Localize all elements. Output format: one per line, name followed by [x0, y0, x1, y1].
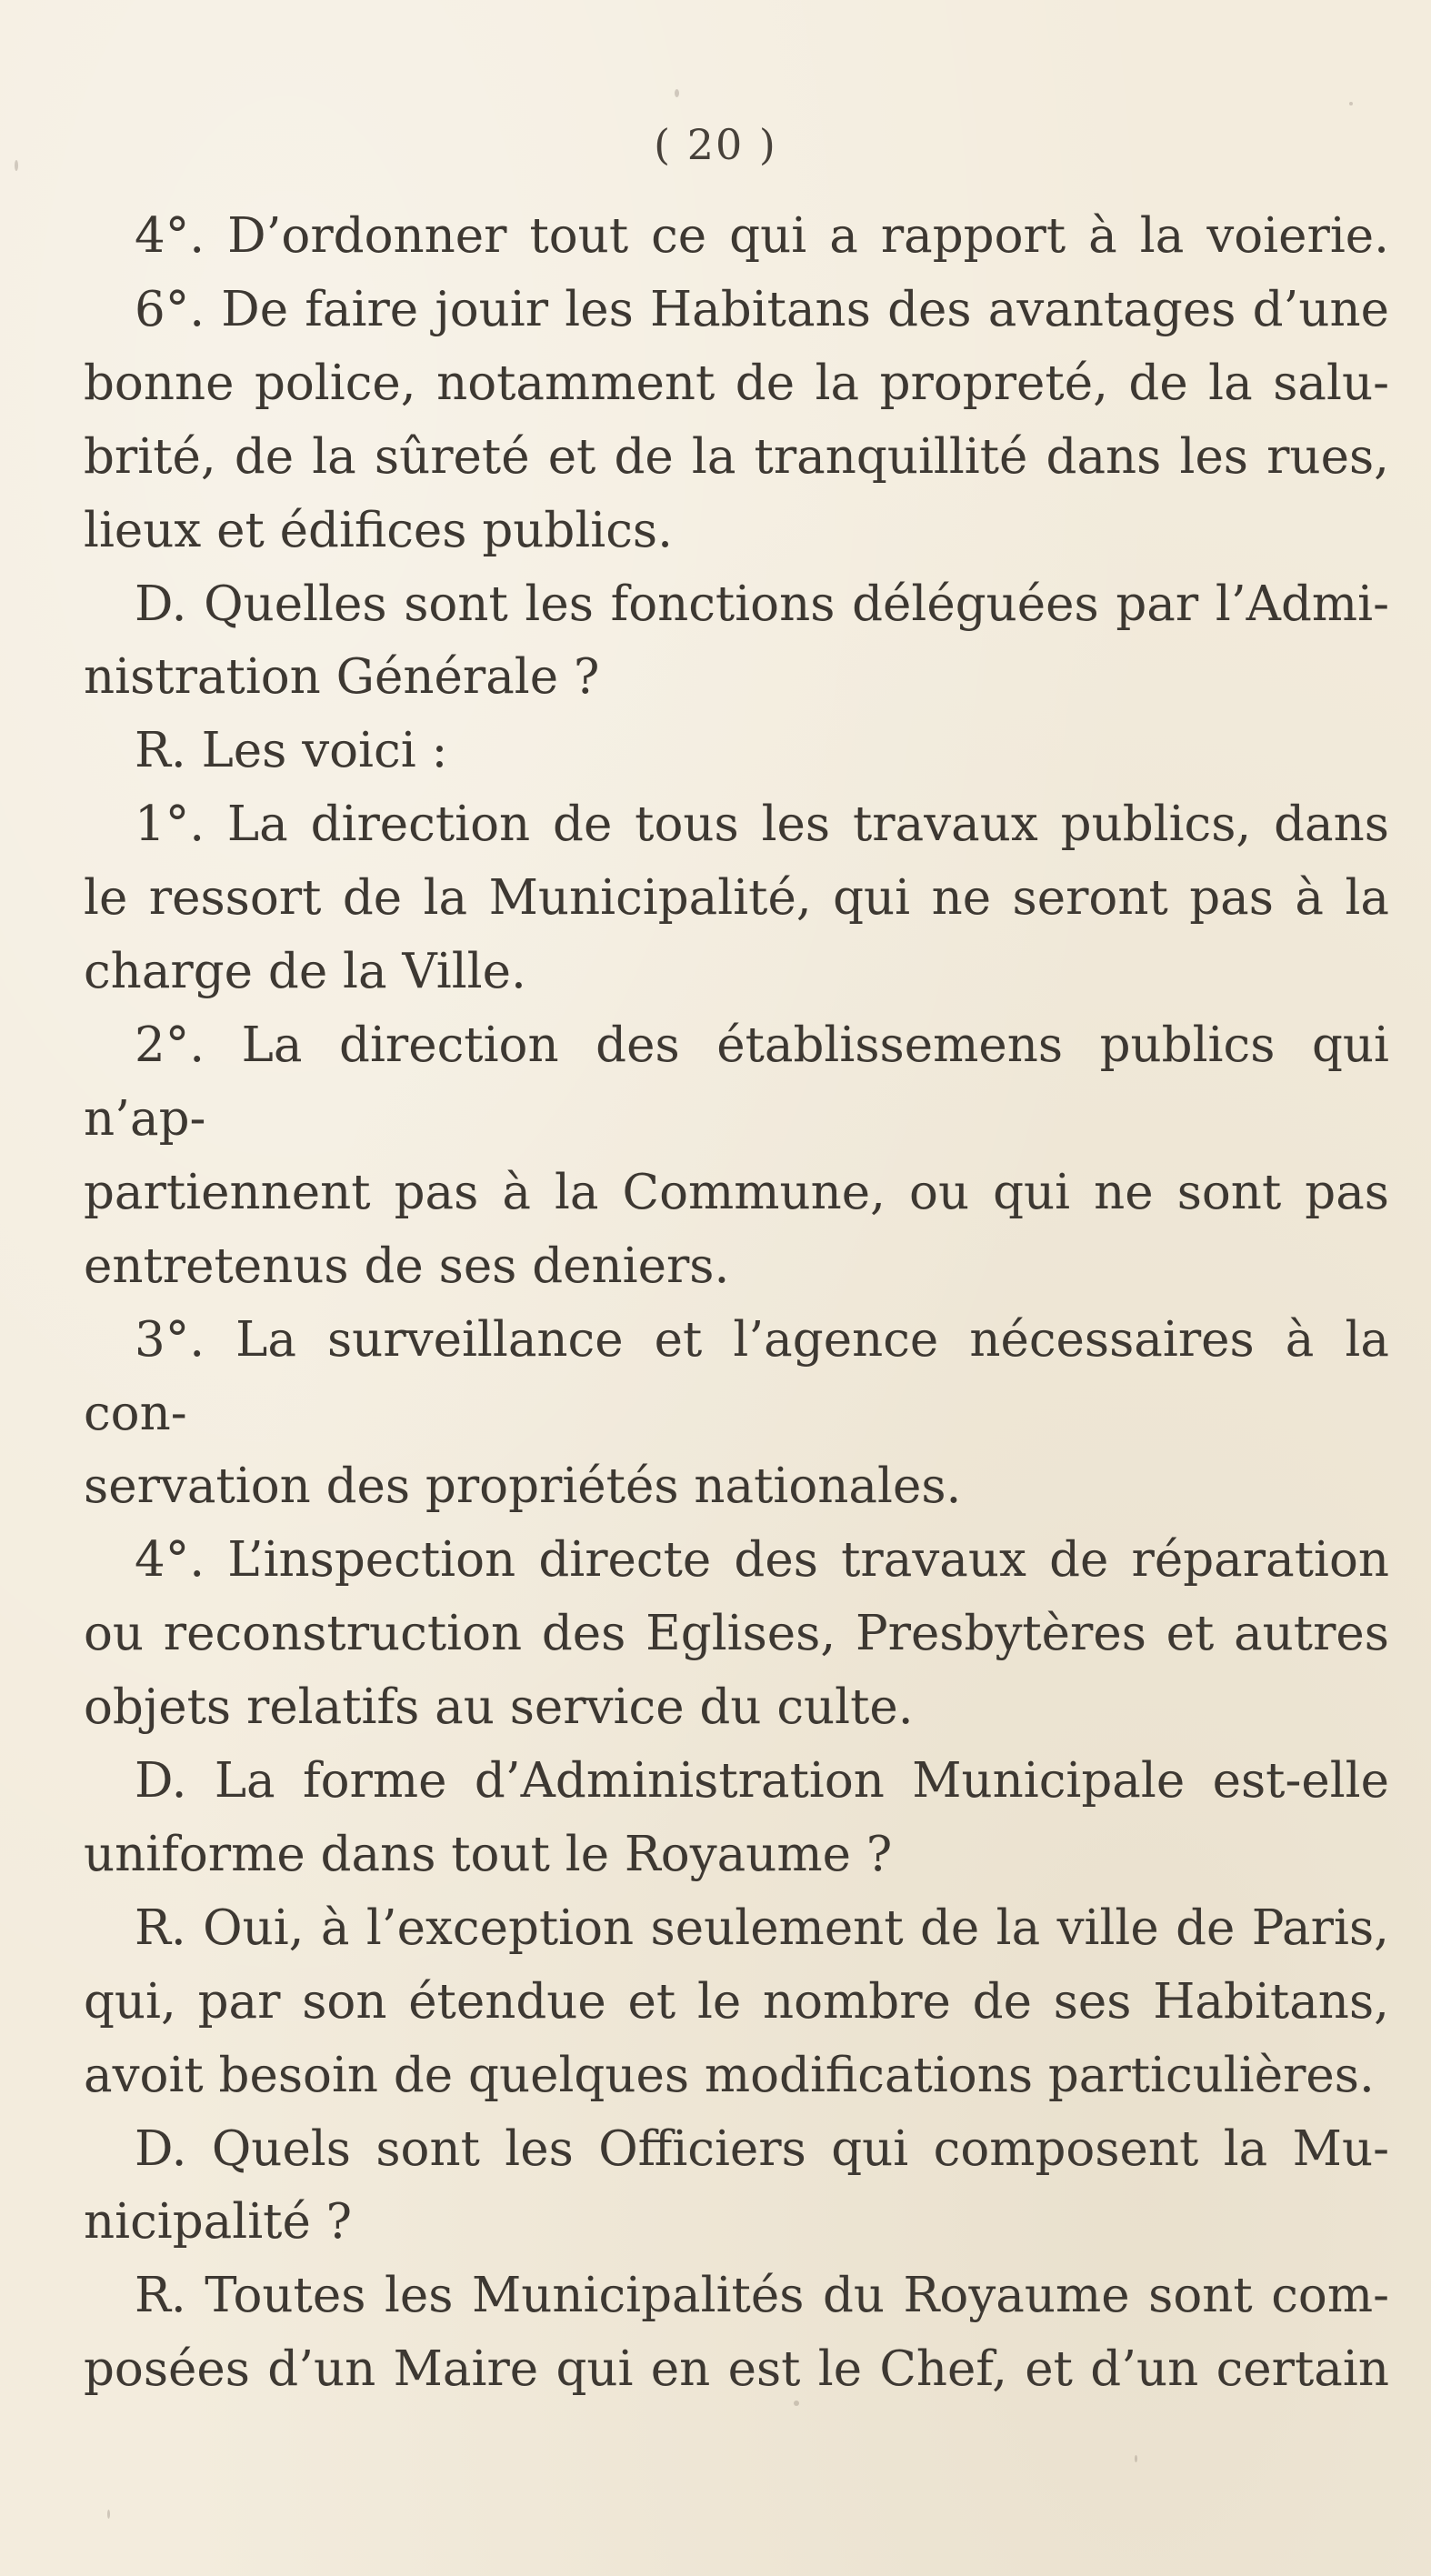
text-line: entretenus de ses deniers.	[84, 1238, 730, 1294]
text-line: 6°. De faire jouir les Habitans des avantages d’une	[135, 281, 1389, 337]
text-line: D. La forme d’Administration Municipale est-elle	[135, 1753, 1389, 1809]
page-body-text	[84, 200, 1389, 2407]
text-line: D. Quels sont les Officiers qui composent la Mu-	[135, 2120, 1389, 2177]
answer-maire-cont	[84, 2333, 1389, 2407]
text-line: nicipalité ?	[84, 2194, 353, 2250]
text-line: uniforme dans tout le Royaume ?	[84, 1826, 893, 1882]
paper-speck	[107, 2510, 110, 2519]
paper-speck	[794, 2401, 799, 2406]
paper-speck	[675, 89, 679, 97]
answer-paris-cont	[84, 1966, 1389, 2113]
text-line: 4°. D’ordonner tout ce qui a rapport à la voierie.	[135, 208, 1389, 264]
paper-speck	[1349, 102, 1353, 105]
question-fonctions-cont	[84, 641, 1389, 715]
text-line: R. Les voici :	[135, 723, 448, 779]
item-inspection	[84, 1524, 1389, 1598]
question-officiers	[84, 2113, 1389, 2187]
text-line: 1°. La direction de tous les travaux publics, dans	[135, 797, 1389, 853]
paragraph-police	[84, 274, 1389, 347]
text-line: lieux et édifices publics.	[84, 502, 673, 558]
question-officiers-cont	[84, 2186, 1389, 2260]
text-line: partiennent pas à la Commune, ou qui ne sont pas	[84, 1164, 1389, 1220]
item-direction-travaux	[84, 788, 1389, 862]
question-uniforme-cont	[84, 1819, 1389, 1892]
text-line: D. Quelles sont les fonctions déléguées par l’Admi-	[135, 576, 1389, 632]
text-line: qui, par son étendue et le nombre de ses Habitans,	[84, 1973, 1389, 2030]
text-line: R. Toutes les Municipalités du Royaume sont com-	[135, 2268, 1389, 2324]
item-direction-etablissemens-cont	[84, 1157, 1389, 1304]
paragraph-voierie	[84, 200, 1389, 274]
item-surveillance-cont	[84, 1450, 1389, 1524]
page-number-header: ( 20 )	[654, 120, 777, 169]
paragraph-police-cont	[84, 347, 1389, 568]
text-line: 2°. La direction des établissemens publics qui n’ap-	[84, 1017, 1389, 1147]
text-line: nistration Générale ?	[84, 649, 600, 706]
question-fonctions	[84, 568, 1389, 642]
text-line: ou reconstruction des Eglises, Presbytères et autres	[84, 1606, 1389, 1662]
text-line: objets relatifs au service du culte.	[84, 1679, 914, 1736]
text-line: le ressort de la Municipalité, qui ne seront pas à la	[84, 870, 1389, 927]
text-line: 3°. La surveillance et l’agence nécessaires à la con-	[84, 1311, 1389, 1441]
answer-voici	[84, 715, 1389, 788]
text-line: servation des propriétés nationales.	[84, 1458, 962, 1515]
text-line: bonne police, notamment de la propreté, de la salu-	[84, 355, 1389, 411]
item-inspection-cont	[84, 1598, 1389, 1745]
text-line: R. Oui, à l’exception seulement de la ville de Paris,	[135, 1899, 1389, 1956]
text-line: charge de la Ville.	[84, 944, 526, 1000]
text-line: avoit besoin de quelques modifications particulières.	[84, 2047, 1375, 2103]
paper-speck	[1135, 2455, 1137, 2462]
text-line: brité, de la sûreté et de la tranquillité dans les rues,	[84, 428, 1389, 485]
item-direction-etablissemens	[84, 1009, 1389, 1157]
answer-paris	[84, 1892, 1389, 1966]
item-surveillance	[84, 1304, 1389, 1451]
paper-speck	[15, 160, 18, 171]
question-uniforme	[84, 1745, 1389, 1819]
text-line: posées d’un Maire qui en est le Chef, et d’un certain	[84, 2341, 1389, 2398]
text-line: 4°. L’inspection directe des travaux de réparation	[135, 1532, 1389, 1589]
item-direction-travaux-cont	[84, 862, 1389, 1009]
answer-maire	[84, 2260, 1389, 2333]
